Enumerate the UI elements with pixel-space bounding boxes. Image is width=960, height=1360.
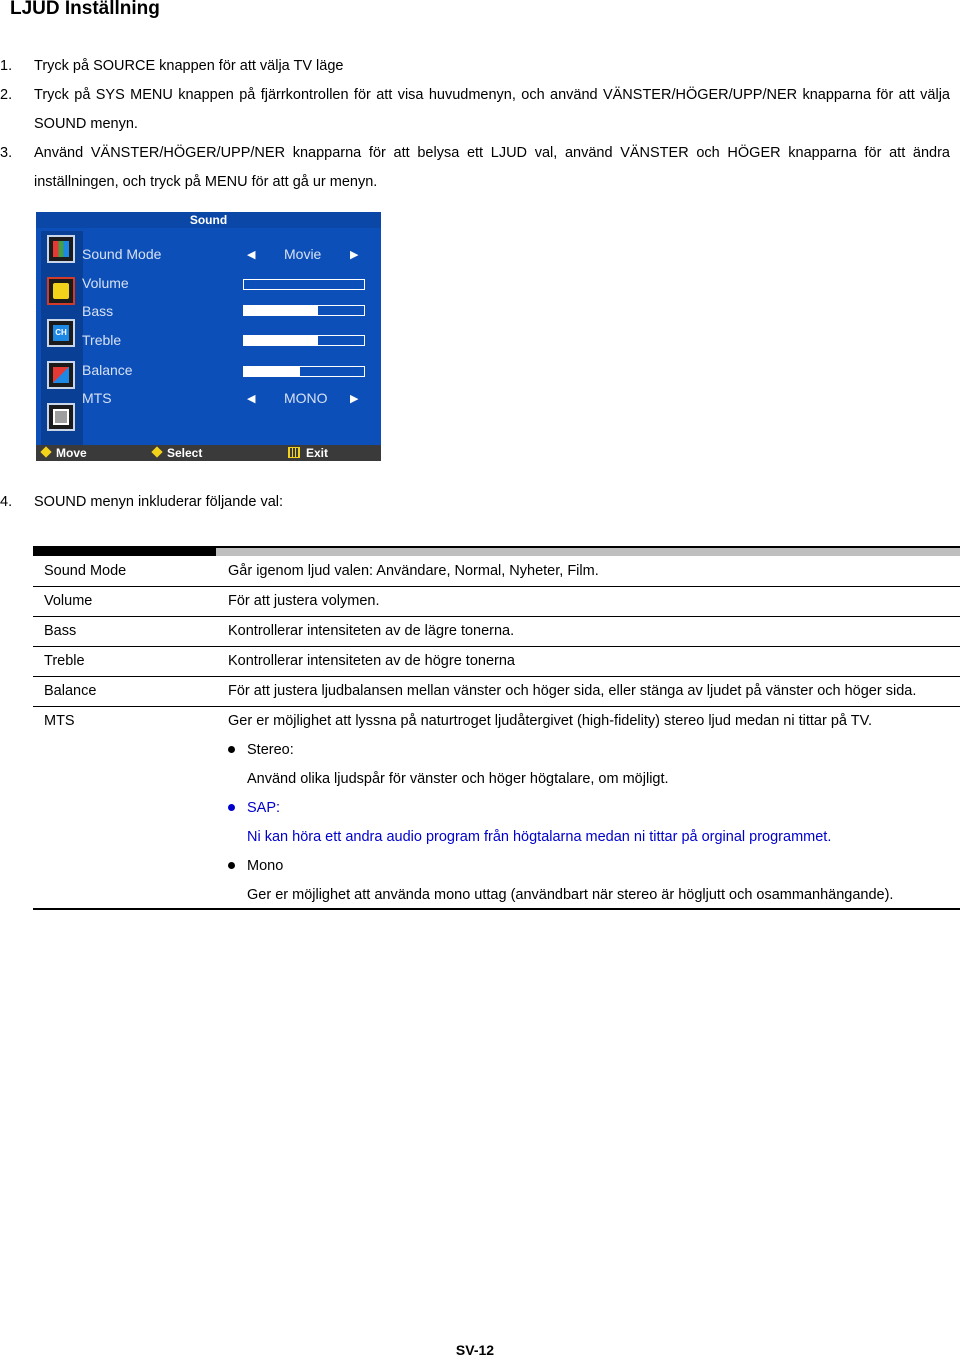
sound-icon: [47, 277, 75, 305]
table-row-name: MTS: [44, 713, 75, 729]
move-icon: [40, 446, 51, 457]
table-header-bar: [33, 546, 960, 556]
mts-option-desc: Ni kan höra ett andra audio program från högtalarna medan ni tittar på orginal programmet.: [247, 829, 832, 845]
table-bottom-border: [33, 908, 960, 910]
mts-option-desc: Ger er möjlighet att använda mono uttag (användbart när stereo är högljutt och osammanhängande).: [247, 887, 894, 903]
osd-item-balance: Balance: [82, 362, 133, 378]
osd-item-mts: MTS: [82, 390, 112, 406]
table-row-desc: Går igenom ljud valen: Användare, Normal, Nyheter, Film.: [228, 563, 599, 579]
table-row-desc: Kontrollerar intensiteten av de lägre tonerna.: [228, 623, 515, 639]
page-title: LJUD Inställning: [10, 0, 160, 19]
table-divider: [33, 646, 960, 647]
menu-icon: [288, 447, 300, 458]
osd-footer-select: Select: [153, 445, 202, 461]
step-2: [0, 81, 950, 139]
sound-menu-screenshot: [36, 212, 381, 461]
mts-option-desc: Använd olika ljudspår för vänster och höger högtalare, om möjligt.: [247, 771, 669, 787]
table-divider: [33, 676, 960, 677]
step-number: 2.: [0, 87, 13, 103]
bullet-icon: [228, 746, 235, 753]
table-row-name: Sound Mode: [44, 563, 127, 579]
osd-item-volume: Volume: [82, 275, 129, 291]
osd-item-sound-mode: Sound Mode: [82, 246, 162, 262]
step-3: [0, 139, 950, 197]
table-row-desc: För att justera ljudbalansen mellan vänster och höger sida, eller stänga av ljudet på vänster och höger sida.: [228, 683, 917, 699]
function-icon: [47, 361, 75, 389]
treble-level-bar: [243, 335, 365, 346]
table-row-name: Balance: [44, 683, 97, 699]
picture-icon: [47, 235, 75, 263]
balance-level-bar: [243, 366, 365, 377]
table-row-desc: Kontrollerar intensiteten av de högre tonerna: [228, 653, 515, 669]
step-text-line2: inställningen, och tryck på MENU för att gå ur menyn.: [34, 174, 378, 190]
right-arrow-icon: ▶: [350, 249, 359, 261]
osd-item-bass: Bass: [82, 303, 114, 319]
mts-option-name: Stereo:: [247, 742, 294, 758]
table-divider: [33, 706, 960, 707]
select-icon: [151, 446, 162, 457]
osd-header: Sound: [36, 212, 381, 228]
table-row-desc: Ger er möjlighet att lyssna på naturtroget ljudåtergivet (high-fidelity) stereo ljud medan ni tittar på TV.: [228, 713, 872, 729]
table-row-desc: För att justera volymen.: [228, 593, 380, 609]
volume-level-bar: [243, 279, 365, 290]
osd-mts-value: MONO: [284, 390, 328, 406]
osd-icon-column: [41, 231, 83, 445]
table-divider: [33, 586, 960, 587]
table-row-name: Volume: [44, 593, 93, 609]
osd-footer: [36, 445, 381, 461]
page-number: SV-12: [455, 1342, 495, 1358]
step-number: 1.: [0, 58, 13, 74]
step-number: 3.: [0, 145, 13, 161]
step-number: 4.: [0, 494, 13, 510]
step-text: SOUND menyn inkluderar följande val:: [34, 494, 284, 510]
step-text: Tryck på SOURCE knappen för att välja TV läge: [34, 58, 344, 74]
table-row-name: Treble: [44, 653, 85, 669]
screen-icon: [47, 403, 75, 431]
osd-item-treble: Treble: [82, 332, 122, 348]
bullet-icon: [228, 804, 235, 811]
left-arrow-icon: ◀: [247, 393, 256, 405]
osd-footer-exit: Exit: [288, 445, 328, 461]
osd-sound-mode-value: Movie: [284, 246, 322, 262]
osd-footer-move: Move: [42, 445, 87, 461]
step-text-line2: SOUND menyn.: [34, 116, 138, 132]
mts-option-name: Mono: [247, 858, 284, 874]
step-text-line1: Använd VÄNSTER/HÖGER/UPP/NER knapparna för att belysa ett LJUD val, använd VÄNSTER och HÖGER knapparna för att ändra: [34, 145, 950, 161]
bullet-icon: [228, 862, 235, 869]
bass-level-bar: [243, 305, 365, 316]
channel-icon: CH: [47, 319, 75, 347]
table-row-name: Bass: [44, 623, 77, 639]
table-divider: [33, 616, 960, 617]
step-text-line1: Tryck på SYS MENU knappen på fjärrkontrollen för att visa huvudmenyn, och använd VÄNSTER/HÖGER/UPP/NER knapparna för att välja: [34, 87, 950, 103]
mts-option-name: SAP:: [247, 800, 281, 816]
right-arrow-icon: ▶: [350, 393, 359, 405]
left-arrow-icon: ◀: [247, 249, 256, 261]
